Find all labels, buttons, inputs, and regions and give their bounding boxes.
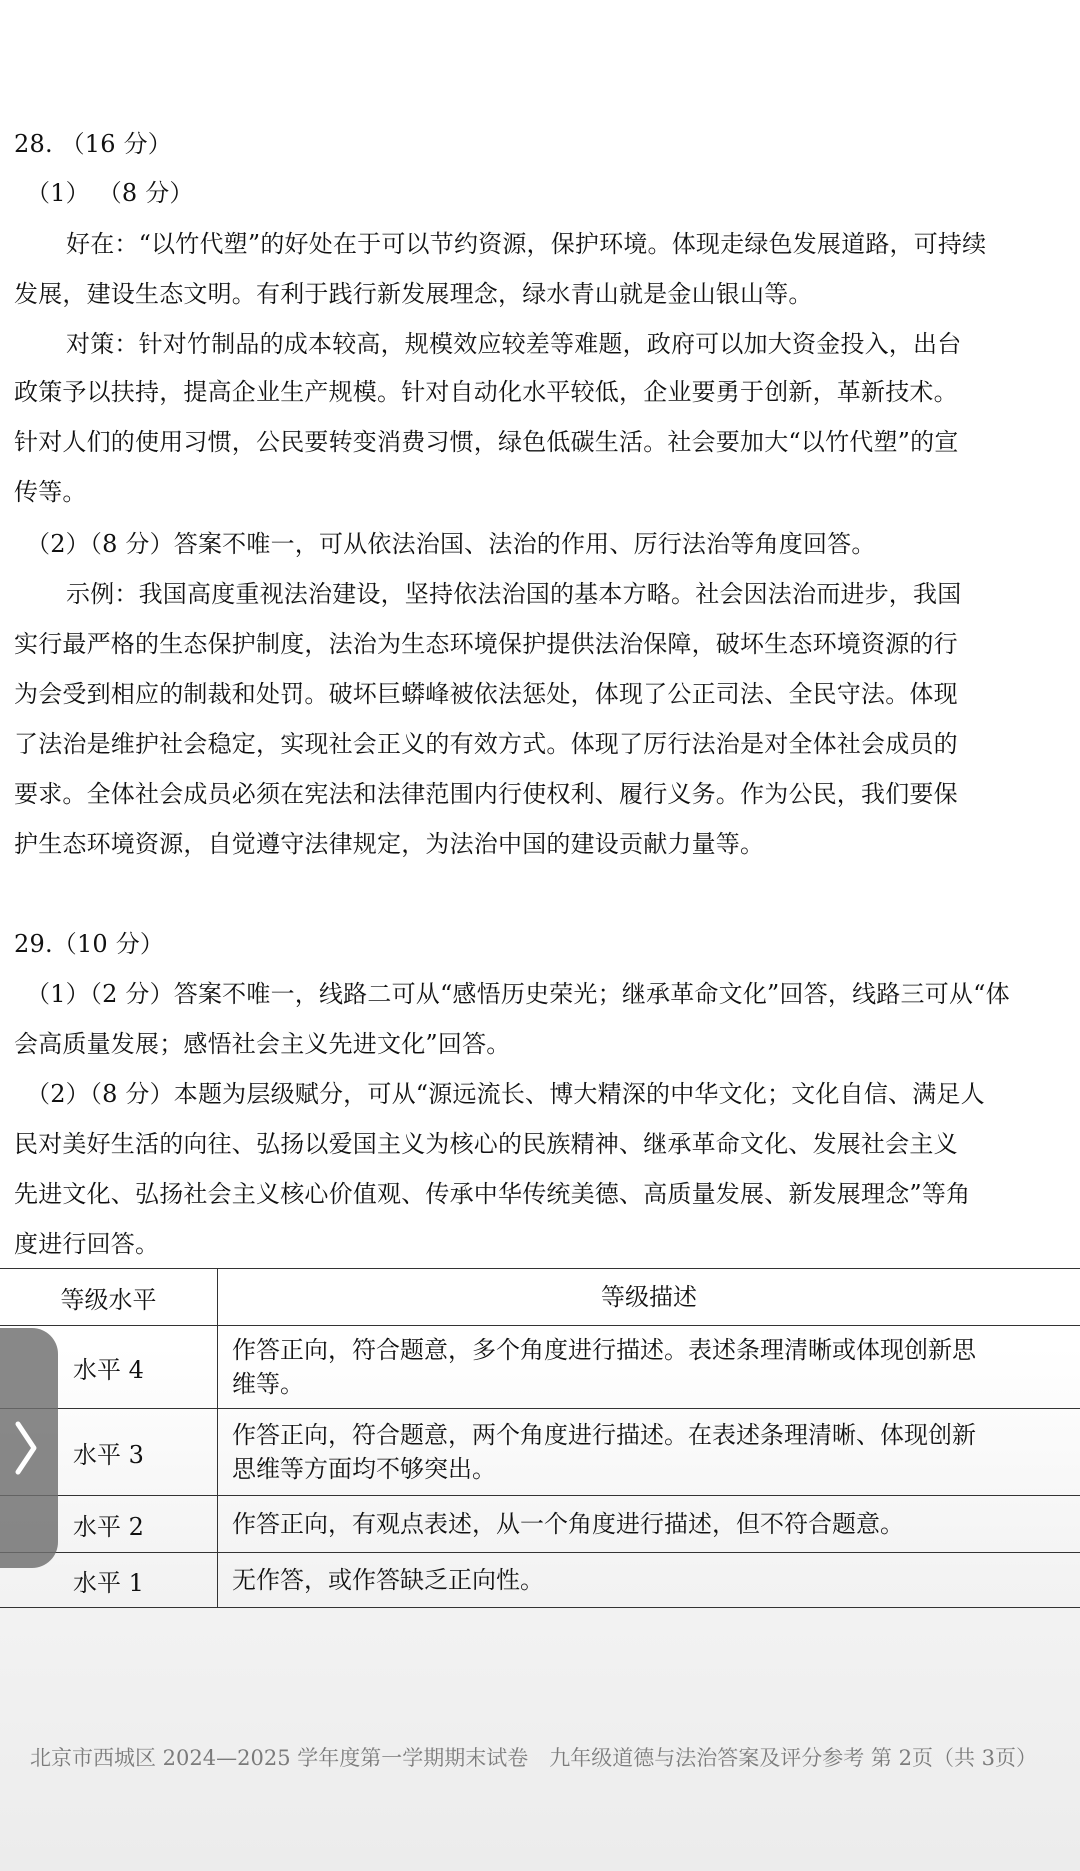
table-row [0,1496,1080,1553]
level-cell: 水平 2 [0,1496,218,1553]
column-header-description: 等级描述 [218,1269,1080,1326]
description-line: 思维等方面均不够突出。 [232,1455,496,1483]
q28-part2-line: 为会受到相应的制裁和处罚。破坏巨蟒峰被依法惩处，体现了公正司法、全民守法。体现 [14,680,958,708]
q28-part2-line: 要求。全体社会成员必须在宪法和法律范围内行使权利、履行义务。作为公民，我们要保 [14,780,958,808]
chevron-right-icon [13,1418,39,1478]
page-footer: 北京市西城区 2024—2025 学年度第一学期期末试卷 九年级道德与法治答案及评分参考 第 2页（共 3页） [30,1746,1037,1770]
table-row [0,1409,1080,1496]
level-cell: 水平 3 [0,1409,218,1496]
q28-header: 28. （16 分） [14,130,172,158]
grading-table [0,1268,1080,1608]
q28-part1-line: 发展，建设生态文明。有利于践行新发展理念，绿水青山就是金山银山等。 [14,280,813,308]
q28-part1-line: 政策予以扶持，提高企业生产规模。针对自动化水平较低，企业要勇于创新，革新技术。 [14,378,958,406]
q28-part2-line: 示例：我国高度重视法治建设，坚持依法治国的基本方略。社会因法治而进步，我国 [66,580,962,608]
level-cell: 水平 1 [0,1553,218,1608]
q28-part2-header: （2）（8 分）答案不唯一，可从依法治国、法治的作用、厉行法治等角度回答。 [26,530,876,558]
q28-part1-line: 针对人们的使用习惯，公民要转变消费习惯，绿色低碳生活。社会要加大“以竹代塑”的宣 [14,428,959,456]
q29-part1-line: （1）（2 分）答案不唯一，线路二可从“感悟历史荣光；继承革命文化”回答，线路三可从“体 [26,980,1010,1008]
description-line: 作答正向，符合题意，两个角度进行描述。在表述条理清晰、体现创新 [232,1421,976,1449]
q28-part2-line: 实行最严格的生态保护制度，法治为生态环境保护提供法治保障，破坏生态环境资源的行 [14,630,958,658]
column-header-level: 等级水平 [0,1269,218,1326]
q28-part2-line: 护生态环境资源，自觉遵守法律规定，为法治中国的建设贡献力量等。 [14,830,765,858]
description-cell [218,1409,1080,1496]
q28-part1-line: 好在：“以竹代塑”的好处在于可以节约资源，保护环境。体现走绿色发展道路，可持续 [66,230,987,258]
q29-part2-line: 度进行回答。 [14,1230,160,1258]
q28-part1-line: 对策：针对竹制品的成本较高，规模效应较差等难题，政府可以加大资金投入，出台 [66,330,962,358]
q29-part2-line: 民对美好生活的向往、弘扬以爱国主义为核心的民族精神、继承革命文化、发展社会主义 [14,1130,958,1158]
q28-part1-header: （1） （8 分） [26,179,194,207]
description-line: 作答正向，有观点表述，从一个角度进行描述，但不符合题意。 [232,1510,904,1538]
description-line: 作答正向，符合题意，多个角度进行描述。表述条理清晰或体现创新思 [232,1336,976,1364]
side-expand-button[interactable] [0,1328,58,1568]
q29-header: 29.（10 分） [14,930,165,958]
description-line: 无作答，或作答缺乏正向性。 [232,1566,544,1594]
q28-part1-line: 传等。 [14,478,87,506]
q29-part2-line: 先进文化、弘扬社会主义核心价值观、传承中华传统美德、高质量发展、新发展理念”等角 [14,1180,971,1208]
description-cell [218,1496,1080,1553]
level-cell: 水平 4 [0,1326,218,1409]
description-line: 维等。 [232,1370,304,1398]
table-header-row [0,1269,1080,1326]
description-cell [218,1553,1080,1608]
q29-part1-line: 会高质量发展；感悟社会主义先进文化”回答。 [14,1030,511,1058]
description-cell [218,1326,1080,1409]
table-row [0,1326,1080,1409]
q28-part2-line: 了法治是维护社会稳定，实现社会正义的有效方式。体现了厉行法治是对全体社会成员的 [14,730,958,758]
table-row [0,1553,1080,1608]
q29-part2-line: （2）（8 分）本题为层级赋分，可从“源远流长、博大精深的中华文化；文化自信、满足人 [26,1080,985,1108]
